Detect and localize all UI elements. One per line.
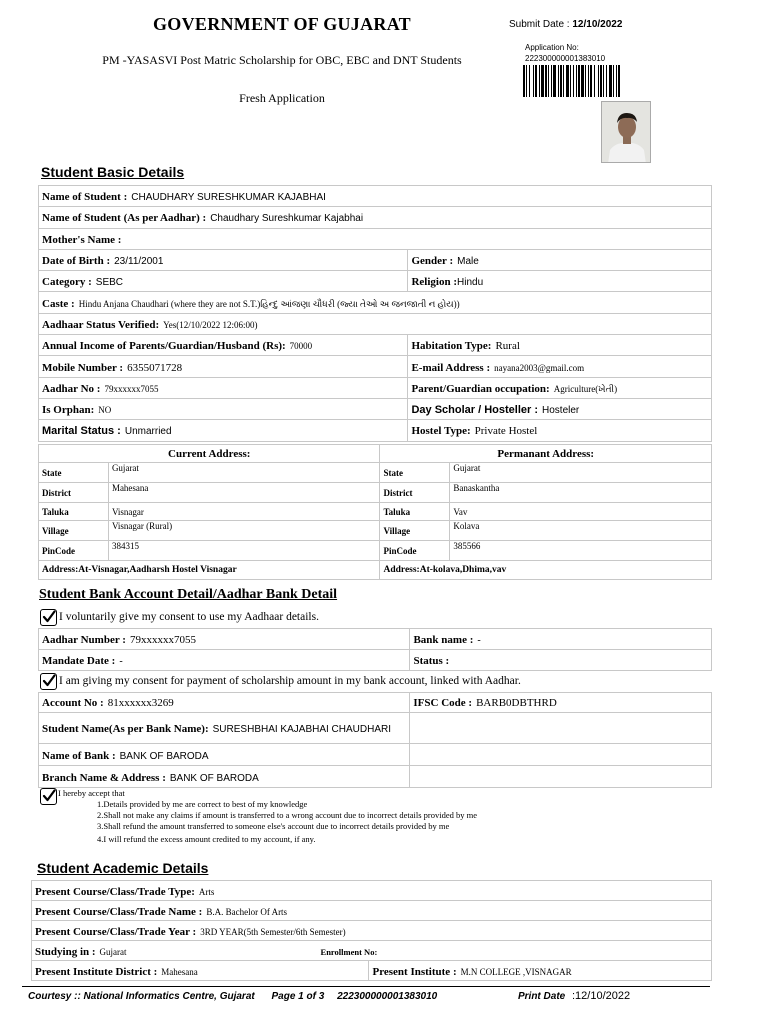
field-label: Account No : (42, 697, 104, 709)
field-label: Mother's Name : (42, 233, 122, 246)
table-row (39, 629, 712, 650)
declaration-checkbox[interactable] (40, 788, 57, 805)
table-row (39, 445, 712, 463)
field-label: Aadhar No : (42, 382, 101, 395)
aadhaar-consent-checkbox[interactable] (40, 609, 57, 626)
field-label: IFSC Code : (413, 697, 473, 709)
field-label: District (39, 483, 109, 503)
permanent-address-heading: Permanant Address: (380, 445, 712, 463)
course-type-value: Arts (198, 886, 215, 897)
bank-name-value: - (477, 635, 481, 646)
current-village-value: Visnagar (Rural) (108, 521, 380, 541)
branch-value: BANK OF BARODA (169, 772, 259, 784)
bank-aadhar-number-value: 79xxxxxx7055 (129, 634, 196, 646)
application-type: Fresh Application (239, 91, 325, 105)
basic-details-table (38, 185, 712, 442)
email-value: nayana2003@gmail.com (494, 362, 585, 373)
field-label: Caste : (42, 297, 75, 310)
table-row (39, 228, 712, 249)
application-no-value: 222300000001383010 (525, 54, 606, 63)
field-label: PinCode (39, 541, 109, 561)
institute-value: M.N COLLEGE ,VISNAGAR (460, 966, 572, 977)
field-label: Gender : (411, 255, 454, 268)
aadhaar-status-value: Yes(12/10/2022 12:06:00) (163, 319, 258, 330)
ifsc-value: BARB0DBTHRD (476, 697, 557, 709)
current-address-line: Address:At-Visnagar,Aadharsh Hostel Visnagar (39, 561, 380, 580)
academic-table (31, 880, 712, 981)
current-taluka-value: Visnagar (108, 503, 380, 521)
footer-print-label: Print Date (517, 991, 566, 1002)
field-label: Present Institute District : (35, 965, 158, 978)
field-label: Annual Income of Parents/Guardian/Husband (Rs): (42, 340, 286, 353)
field-label: Name of Student (As per Aadhar) : (42, 212, 207, 225)
field-label: Present Institute : (372, 965, 457, 978)
address-table (38, 444, 712, 580)
field-label: Hostel Type: (411, 425, 471, 438)
checkmark-icon (42, 610, 56, 624)
field-label: Present Course/Class/Trade Name : (35, 905, 203, 918)
current-pincode-value: 384315 (108, 541, 380, 561)
field-label: PinCode (380, 541, 450, 561)
habitation-value: Rural (495, 340, 520, 353)
table-row (39, 186, 712, 207)
table-row (39, 356, 712, 377)
current-district-value: Mahesana (108, 483, 380, 503)
footer-application-no: 222300000001383010 (337, 991, 438, 1002)
checkmark-icon (42, 789, 56, 803)
table-row (39, 207, 712, 228)
table-row (32, 941, 712, 961)
field-label: Aadhaar Status Verified: (42, 318, 160, 331)
marital-value: Unmarried (124, 426, 172, 438)
field-label: Taluka (380, 503, 450, 521)
permanent-pincode-value: 385566 (450, 541, 712, 561)
table-row (39, 713, 712, 744)
table-row (32, 881, 712, 901)
footer-page: Page 1 of 3 (271, 991, 325, 1002)
page-title: GOVERNMENT OF GUJARAT (153, 14, 411, 34)
declaration-item: 1.Details provided by me are correct to best of my knowledge (97, 799, 308, 809)
declaration-intro: I hereby accept that (58, 788, 125, 798)
field-label: Is Orphan: (42, 404, 95, 417)
dob-value: 23/11/2001 (114, 256, 164, 268)
course-name-value: B.A. Bachelor Of Arts (206, 906, 288, 917)
income-value: 70000 (289, 341, 313, 352)
table-row (39, 541, 712, 561)
table-row (39, 650, 712, 671)
table-row (39, 521, 712, 541)
religion-value: Hindu (457, 277, 484, 289)
field-label: Village (39, 521, 109, 541)
caste-value: Hindu Anjana Chaudhari (where they are not S.T.)હિન્દુ આંજણા ચૌધરી (જ્યા તેઓ અ જનજાતી ન હોય)) (78, 298, 460, 309)
field-label: Present Course/Class/Trade Type: (35, 885, 195, 898)
field-label: State (380, 463, 450, 483)
field-label: Day Scholar / Hosteller : (411, 404, 539, 417)
table-row (32, 921, 712, 941)
field-label: Present Course/Class/Trade Year : (35, 925, 197, 938)
account-holder-value: SURESHBHAI KAJABHAI CHAUDHARI (212, 724, 392, 735)
table-row (39, 483, 712, 503)
scholar-value: Hosteler (542, 405, 580, 417)
table-row (32, 961, 712, 981)
field-label: E-mail Address : (411, 361, 491, 374)
field-label: Mobile Number : (42, 361, 124, 374)
table-row (39, 744, 712, 766)
table-row (39, 693, 712, 713)
field-label: Taluka (39, 503, 109, 521)
barcode-icon (523, 65, 653, 97)
field-label: Bank name : (413, 634, 474, 646)
table-row (39, 463, 712, 483)
permanent-address-line: Address:At-kolava,Dhima,vav (380, 561, 712, 580)
field-label: District (380, 483, 450, 503)
table-row (39, 561, 712, 580)
footer-print-date: :12/10/2022 (572, 990, 631, 1002)
submit-date (509, 19, 622, 30)
application-no-label: Application No: (525, 43, 579, 52)
category-value: SEBC (95, 277, 124, 289)
checkmark-icon (42, 674, 56, 688)
bank-value: BANK OF BARODA (119, 750, 209, 762)
submit-date-label: Submit Date : (509, 19, 570, 30)
permanent-taluka-value: Vav (450, 503, 712, 521)
hostel-value: Private Hostel (474, 425, 538, 438)
table-row (39, 398, 712, 419)
course-year-value: 3RD YEAR(5th Semester/6th Semester) (200, 926, 346, 937)
field-label: Religion : (411, 276, 457, 289)
field-label: Habitation Type: (411, 340, 492, 353)
current-state-value: Gujarat (108, 463, 380, 483)
payment-consent-text: I am giving my consent for payment of scholarship amount in my bank account, linked with Aadhar. (59, 675, 521, 687)
table-row (39, 313, 712, 334)
aadhar-no-value: 79xxxxxx7055 (104, 383, 159, 394)
table-row (39, 503, 712, 521)
payment-consent-checkbox[interactable] (40, 673, 57, 690)
account-no-value: 81xxxxxx3269 (107, 697, 174, 709)
institute-district-value: Mahesana (161, 966, 198, 977)
field-label: Enrollment No: (320, 946, 378, 957)
field-label: Branch Name & Address : (42, 771, 166, 784)
mandate-date-value: - (119, 656, 123, 667)
bank-details-heading: Student Bank Account Detail/Aadhar Bank Detail (39, 587, 338, 602)
submit-date-value: 12/10/2022 (572, 19, 623, 30)
permanent-state-value: Gujarat (450, 463, 712, 483)
table-row (39, 271, 712, 292)
field-label: Status : (413, 655, 450, 667)
aadhaar-consent-text: I voluntarily give my consent to use my Aadhaar details. (59, 611, 319, 623)
permanent-village-value: Kolava (450, 521, 712, 541)
table-row (39, 249, 712, 270)
studying-in-value: Gujarat (99, 946, 127, 957)
table-row (32, 901, 712, 921)
basic-details-heading: Student Basic Details (41, 164, 185, 180)
table-row (39, 766, 712, 788)
table-row (39, 292, 712, 313)
footer-divider (22, 986, 710, 987)
field-label: Student Name(As per Bank Name): (42, 723, 209, 735)
field-label: Parent/Guardian occupation: (411, 382, 550, 395)
field-label: State (39, 463, 109, 483)
field-label: Category : (42, 276, 92, 289)
aadhar-name-value: Chaudhary Sureshkumar Kajabhai (210, 213, 364, 225)
field-label: Name of Student : (42, 191, 128, 204)
table-row (39, 335, 712, 356)
permanent-district-value: Banaskantha (450, 483, 712, 503)
bank-account-table (38, 692, 712, 788)
footer (28, 990, 630, 1002)
table-row (39, 420, 712, 441)
field-label: Mandate Date : (42, 655, 116, 667)
mobile-value: 6355071728 (127, 361, 183, 374)
scheme-name: PM -YASASVI Post Matric Scholarship for OBC, EBC and DNT Students (102, 53, 462, 67)
declaration-item: 3.Shall refund the amount transferred to someone else's account due to incorrect details provided by me (97, 821, 450, 831)
field-label: Studying in : (35, 945, 96, 958)
field-label: Village (380, 521, 450, 541)
current-address-heading: Current Address: (39, 445, 380, 463)
declaration-item: 4.I will refund the excess amount credited to my account, if any. (97, 834, 316, 844)
academic-details-heading: Student Academic Details (37, 860, 209, 876)
student-name-value: CHAUDHARY SURESHKUMAR KAJABHAI (131, 192, 326, 204)
student-photo (601, 101, 651, 163)
field-label: Date of Birth : (42, 255, 111, 268)
field-label: Marital Status : (42, 425, 121, 438)
field-label: Aadhar Number : (42, 634, 126, 646)
table-row (39, 377, 712, 398)
footer-courtesy: Courtesy :: National Informatics Centre, Gujarat (28, 991, 255, 1002)
gender-value: Male (457, 256, 479, 268)
bank-aadhar-table (38, 628, 712, 671)
declaration-item: 2.Shall not make any claims if amount is transferred to a wrong account due to incorrect details provided by me (97, 810, 478, 820)
occupation-value: Agriculture(ખેતી) (553, 383, 618, 394)
field-label: Name of Bank : (42, 749, 116, 762)
orphan-value: NO (98, 405, 112, 416)
